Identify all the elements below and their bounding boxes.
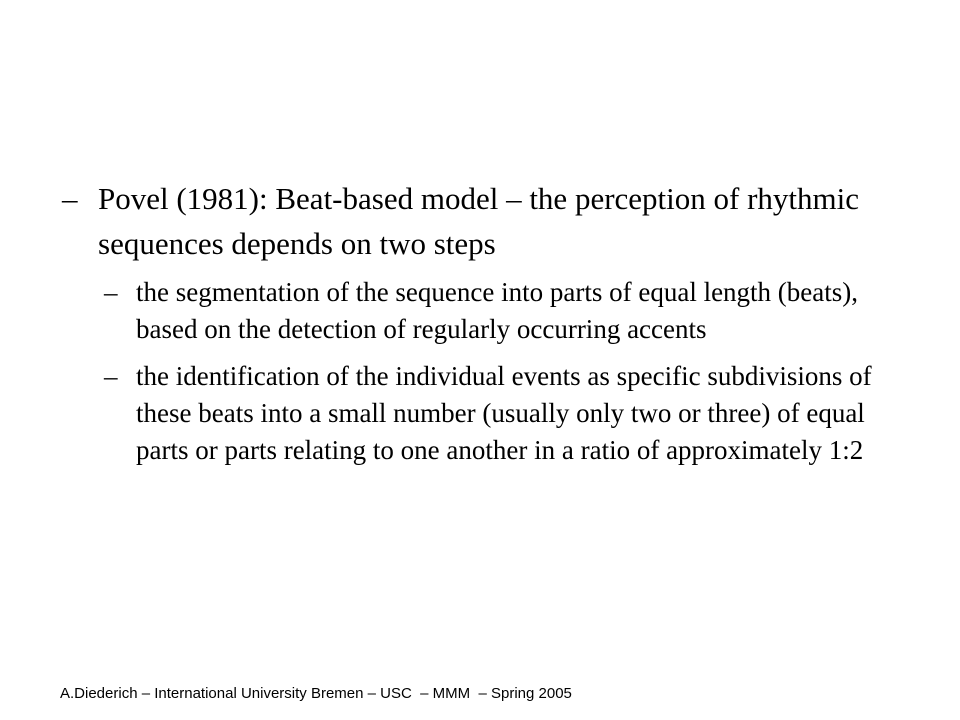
main-bullet-dash: – xyxy=(62,181,78,216)
sub-bullet-segmentation xyxy=(104,274,904,348)
sub-bullet-dash: – xyxy=(104,361,118,391)
sub-bullet-identification xyxy=(104,358,904,469)
sub-bullet-text: the identification of the individual events as specific subdivisions of these beats into a small number (usually only two or three) of equal parts or parts relating to one another in a ratio of approximately 1:2 xyxy=(136,361,872,465)
main-bullet-text: Povel (1981): Beat-based model – the perception of rhythmic sequences depends on two steps xyxy=(98,181,860,261)
sub-bullet-text: the segmentation of the sequence into parts of equal length (beats), based on the detection of regularly occurring accents xyxy=(136,277,859,344)
main-bullet xyxy=(62,176,892,266)
sub-bullet-dash: – xyxy=(104,277,118,307)
footer-credit: A.Diederich – International University Bremen – USC – MMM – Spring 2005 xyxy=(60,685,572,702)
sub-bullet-list xyxy=(104,274,904,479)
